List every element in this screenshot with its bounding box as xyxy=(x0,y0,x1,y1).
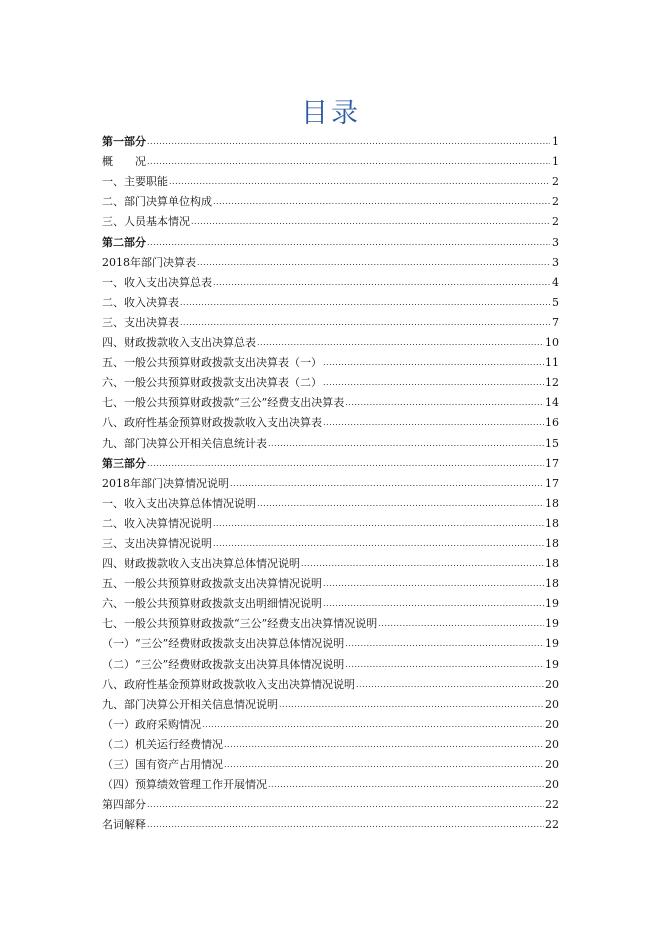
toc-entry-page-number: 22 xyxy=(545,798,559,812)
toc-entry-label: 一、收入支出决算总体情况说明 xyxy=(102,496,256,510)
toc-entry[interactable] xyxy=(102,371,559,391)
toc-entry-label: 2018年部门决算情况说明 xyxy=(102,476,229,490)
toc-entry-page-number: 18 xyxy=(545,516,559,530)
toc-entry-page-number: 18 xyxy=(545,496,559,510)
toc-entry[interactable] xyxy=(102,572,559,592)
toc-dot-leader xyxy=(345,395,544,411)
toc-entry-label: 九、部门决算公开相关信息统计表 xyxy=(102,436,267,450)
toc-entry-page-number: 2 xyxy=(552,215,559,229)
toc-entry-label: 三、人员基本情况 xyxy=(102,215,190,229)
toc-entry-page-number: 3 xyxy=(552,235,559,249)
toc-entry-label: （四）预算绩效管理工作开展情况 xyxy=(102,778,267,792)
toc-entry-label: 四、财政拨款收入支出决算总表 xyxy=(102,336,256,350)
toc-entry-page-number: 4 xyxy=(552,275,559,289)
toc-entry[interactable] xyxy=(102,693,559,713)
toc-entry-label: （二）机关运行经费情况 xyxy=(102,737,223,751)
toc-dot-leader xyxy=(202,717,544,733)
toc-entry-page-number: 12 xyxy=(545,376,559,390)
toc-entry-page-number: 10 xyxy=(545,336,559,350)
toc-entry-page-number: 1 xyxy=(552,135,559,149)
toc-entry[interactable] xyxy=(102,773,559,793)
toc-entry-page-number: 15 xyxy=(545,436,559,450)
toc-entry-label: 名词解释 xyxy=(102,818,146,832)
toc-entry-label: 八、政府性基金预算财政拨款收入支出决算情况说明 xyxy=(102,677,355,691)
toc-entry[interactable] xyxy=(102,813,559,833)
toc-entry-label: 三、支出决算表 xyxy=(102,315,179,329)
toc-dot-leader xyxy=(147,235,550,251)
toc-entry-label: 六、一般公共预算财政拨款支出明细情况说明 xyxy=(102,597,322,611)
toc-entry[interactable] xyxy=(102,391,559,411)
toc-entry[interactable] xyxy=(102,271,559,291)
toc-entry-label: 一、主要职能 xyxy=(102,175,168,189)
toc-dot-leader xyxy=(224,757,544,773)
toc-entry[interactable] xyxy=(102,733,559,753)
toc-entry[interactable] xyxy=(102,190,559,210)
toc-entry-label: 九、部门决算公开相关信息情况说明 xyxy=(102,697,278,711)
toc-dot-leader xyxy=(257,335,544,351)
toc-entry-page-number: 17 xyxy=(545,476,559,490)
toc-entry[interactable] xyxy=(102,411,559,431)
toc-dot-leader xyxy=(224,737,544,753)
toc-entry[interactable] xyxy=(102,612,559,632)
toc-entry[interactable] xyxy=(102,793,559,813)
toc-dot-leader xyxy=(323,375,544,391)
toc-entry-page-number: 19 xyxy=(545,597,559,611)
toc-dot-leader xyxy=(213,194,550,210)
toc-entry-page-number: 19 xyxy=(545,657,559,671)
toc-entry-label: 七、一般公共预算财政拨款“三公”经费支出决算表 xyxy=(102,396,345,410)
toc-entry-label: 二、收入决算情况说明 xyxy=(102,516,212,530)
table-of-contents xyxy=(102,130,559,833)
toc-dot-leader xyxy=(323,415,544,431)
toc-entry[interactable] xyxy=(102,512,559,532)
toc-entry[interactable] xyxy=(102,351,559,371)
toc-entry-page-number: 19 xyxy=(545,617,559,631)
toc-entry-page-number: 14 xyxy=(545,396,559,410)
toc-entry-page-number: 7 xyxy=(552,315,559,329)
toc-dot-leader xyxy=(147,797,544,813)
toc-entry[interactable] xyxy=(102,150,559,170)
toc-entry-page-number: 18 xyxy=(545,577,559,591)
toc-entry[interactable] xyxy=(102,452,559,472)
toc-entry-page-number: 20 xyxy=(545,677,559,691)
toc-dot-leader xyxy=(191,214,550,230)
toc-entry-label: 概 况 xyxy=(102,155,146,169)
toc-dot-leader xyxy=(323,596,544,612)
toc-entry-label: 六、一般公共预算财政拨款支出决算表（二） xyxy=(102,376,322,390)
toc-dot-leader xyxy=(213,275,550,291)
toc-dot-leader xyxy=(345,636,544,652)
toc-entry-label: 第一部分 xyxy=(102,135,146,149)
toc-dot-leader xyxy=(147,456,544,472)
toc-entry-label: 一、收入支出决算总表 xyxy=(102,275,212,289)
toc-entry-page-number: 18 xyxy=(545,536,559,550)
toc-entry-page-number: 1 xyxy=(552,155,559,169)
toc-dot-leader xyxy=(197,255,550,271)
toc-entry-page-number: 5 xyxy=(552,295,559,309)
toc-dot-leader xyxy=(323,576,544,592)
toc-entry-page-number: 22 xyxy=(545,818,559,832)
toc-entry-page-number: 20 xyxy=(545,737,559,751)
toc-entry-label: （一）“三公”经费财政拨款支出决算总体情况说明 xyxy=(102,637,345,651)
toc-entry-label: 二、部门决算单位构成 xyxy=(102,195,212,209)
toc-dot-leader xyxy=(268,777,544,793)
toc-dot-leader xyxy=(147,154,550,170)
toc-entry-label: 第三部分 xyxy=(102,456,146,470)
toc-entry-page-number: 2 xyxy=(552,195,559,209)
toc-dot-leader xyxy=(257,496,544,512)
toc-entry[interactable] xyxy=(102,210,559,230)
toc-entry-label: 第四部分 xyxy=(102,798,146,812)
toc-entry-label: 第二部分 xyxy=(102,235,146,249)
toc-entry[interactable] xyxy=(102,492,559,512)
toc-entry[interactable] xyxy=(102,532,559,552)
toc-entry[interactable] xyxy=(102,673,559,693)
toc-entry[interactable] xyxy=(102,311,559,331)
toc-entry-label: （二）“三公”经费财政拨款支出决算具体情况说明 xyxy=(102,657,345,671)
toc-entry[interactable] xyxy=(102,251,559,271)
toc-entry[interactable] xyxy=(102,472,559,492)
toc-dot-leader xyxy=(323,355,544,371)
page-title: 目录 xyxy=(301,98,361,129)
toc-entry-label: 八、政府性基金预算财政拨款收入支出决算表 xyxy=(102,416,322,430)
toc-entry-page-number: 20 xyxy=(545,778,559,792)
toc-entry-label: （三）国有资产占用情况 xyxy=(102,758,223,771)
toc-entry[interactable] xyxy=(102,230,559,250)
toc-entry[interactable] xyxy=(102,291,559,311)
toc-entry-label: 二、收入决算表 xyxy=(102,295,179,309)
toc-entry-label: 七、一般公共预算财政拨款“三公”经费支出决算情况说明 xyxy=(102,617,378,631)
toc-entry[interactable] xyxy=(102,431,559,451)
toc-entry-label: 四、财政拨款收入支出决算总体情况说明 xyxy=(102,557,300,571)
toc-entry[interactable] xyxy=(102,170,559,190)
toc-entry-page-number: 20 xyxy=(545,758,559,771)
toc-entry-page-number: 18 xyxy=(545,557,559,571)
toc-entry[interactable] xyxy=(102,632,559,652)
toc-dot-leader xyxy=(378,616,544,632)
toc-entry-page-number: 17 xyxy=(545,456,559,470)
toc-entry[interactable] xyxy=(102,130,559,150)
toc-dot-leader xyxy=(230,476,544,492)
toc-entry-page-number: 11 xyxy=(545,356,559,370)
toc-dot-leader xyxy=(356,677,544,693)
toc-dot-leader xyxy=(301,556,544,572)
toc-entry[interactable] xyxy=(102,753,559,773)
toc-dot-leader xyxy=(268,436,544,452)
toc-entry-label: 2018年部门决算表 xyxy=(102,255,196,269)
toc-dot-leader xyxy=(345,657,544,673)
toc-dot-leader xyxy=(279,697,544,713)
toc-entry-page-number: 20 xyxy=(545,697,559,711)
toc-entry-label: 五、一般公共预算财政拨款支出决算表（一） xyxy=(102,356,322,370)
toc-entry-page-number: 2 xyxy=(552,175,559,189)
toc-entry[interactable] xyxy=(102,331,559,351)
toc-entry-label: 三、支出决算情况说明 xyxy=(102,536,212,550)
toc-entry[interactable] xyxy=(102,592,559,612)
toc-dot-leader xyxy=(213,516,544,532)
toc-entry-label: （一）政府采购情况 xyxy=(102,717,201,731)
toc-dot-leader xyxy=(169,174,550,190)
toc-dot-leader xyxy=(147,134,550,150)
toc-entry-page-number: 16 xyxy=(545,416,559,430)
toc-entry-page-number: 3 xyxy=(552,255,559,269)
toc-entry[interactable] xyxy=(102,713,559,733)
toc-entry[interactable] xyxy=(102,652,559,672)
toc-entry-page-number: 19 xyxy=(545,637,559,651)
toc-dot-leader xyxy=(180,295,550,311)
toc-entry-label: 五、一般公共预算财政拨款支出决算情况说明 xyxy=(102,577,322,591)
toc-dot-leader xyxy=(213,536,544,552)
toc-dot-leader xyxy=(147,817,544,833)
toc-entry-page-number: 20 xyxy=(545,717,559,731)
toc-entry[interactable] xyxy=(102,552,559,572)
toc-dot-leader xyxy=(180,315,550,331)
